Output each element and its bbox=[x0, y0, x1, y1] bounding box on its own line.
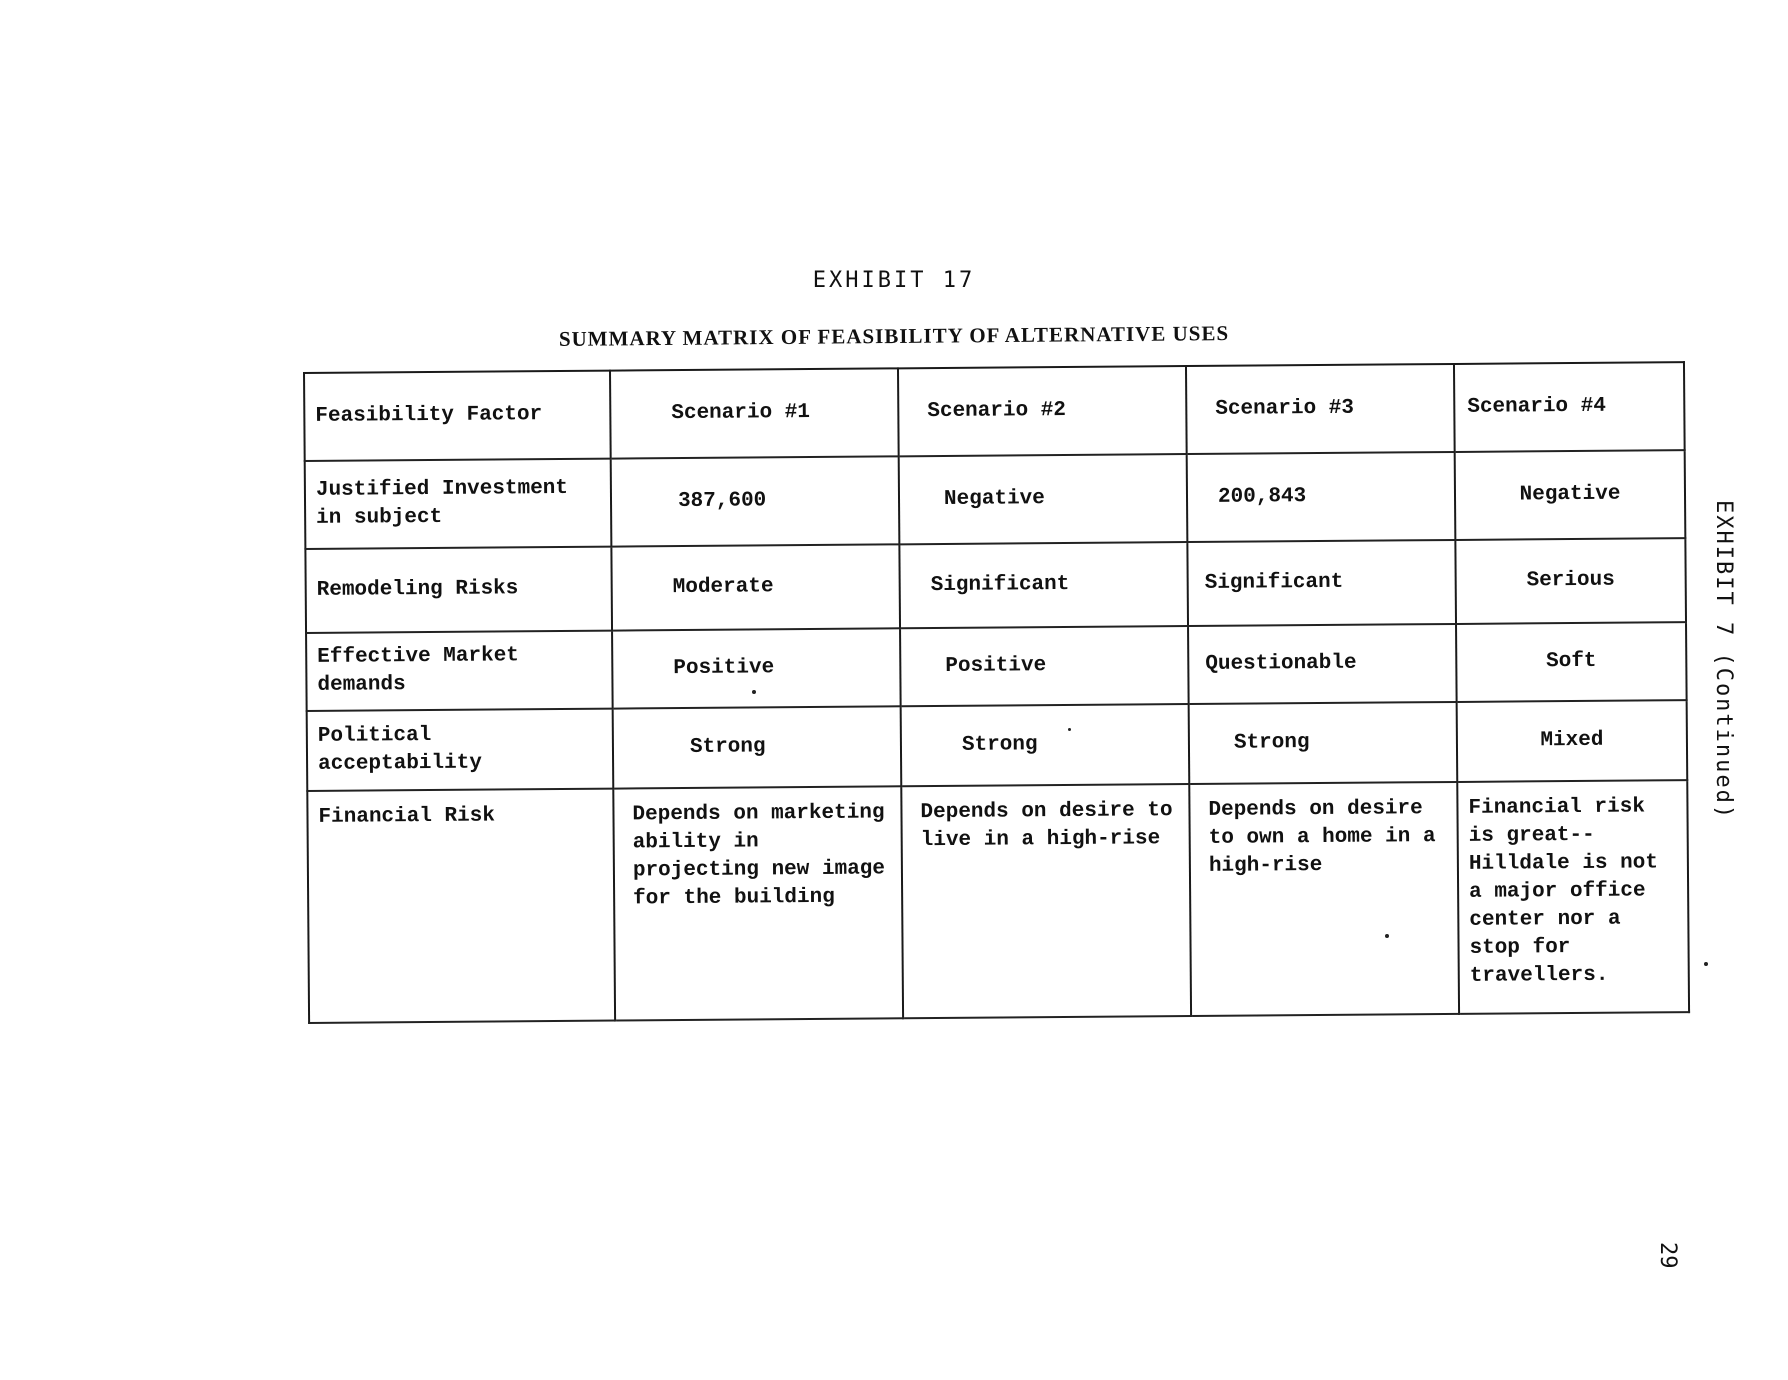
row-cell-scenario-3: Strong bbox=[1189, 702, 1458, 784]
row-factor-label: Justified Investment in subject bbox=[305, 459, 612, 549]
table-row bbox=[307, 780, 1689, 1023]
header-cell-scenario-3: Scenario #3 bbox=[1186, 364, 1455, 454]
row-cell-scenario-1: 387,600 bbox=[611, 456, 900, 546]
row-cell-scenario-1: Positive bbox=[612, 628, 901, 708]
feasibility-matrix bbox=[303, 361, 1690, 1024]
row-cell-scenario-1: Depends on marketing ability in projecting new image for the building bbox=[613, 786, 903, 1020]
scan-speck bbox=[752, 690, 756, 694]
table-row bbox=[305, 538, 1686, 633]
table-row bbox=[306, 622, 1687, 711]
row-cell-scenario-3: 200,843 bbox=[1187, 452, 1456, 542]
table-row bbox=[305, 450, 1686, 549]
header-cell-scenario-1: Scenario #1 bbox=[610, 368, 899, 458]
scan-speck bbox=[1704, 962, 1708, 966]
row-cell-scenario-1: Moderate bbox=[611, 544, 900, 630]
row-cell-scenario-2: Strong bbox=[901, 704, 1190, 786]
row-cell-scenario-2: Significant bbox=[899, 542, 1188, 628]
row-cell-scenario-4: Soft bbox=[1456, 622, 1687, 702]
row-cell-scenario-1: Strong bbox=[613, 706, 902, 788]
scan-speck bbox=[1068, 728, 1071, 731]
row-cell-scenario-2: Positive bbox=[900, 626, 1189, 706]
header-row bbox=[304, 362, 1685, 461]
page-number: 29 bbox=[1655, 1242, 1680, 1269]
header-cell-feasibility-factor: Feasibility Factor bbox=[304, 371, 611, 461]
row-cell-scenario-3: Depends on desire to own a home in a high-rise bbox=[1189, 782, 1459, 1016]
header-cell-scenario-4: Scenario #4 bbox=[1454, 362, 1685, 452]
row-factor-label: Effective Market demands bbox=[306, 631, 613, 711]
row-cell-scenario-4: Mixed bbox=[1457, 700, 1688, 782]
scan-speck bbox=[1385, 934, 1389, 938]
row-cell-scenario-4: Negative bbox=[1455, 450, 1686, 540]
row-cell-scenario-3: Significant bbox=[1187, 540, 1456, 626]
side-label: EXHIBIT 7 (Continued) bbox=[1711, 500, 1736, 821]
row-factor-label: Financial Risk bbox=[307, 789, 615, 1023]
table-row bbox=[307, 700, 1688, 791]
header-cell-scenario-2: Scenario #2 bbox=[898, 366, 1187, 456]
row-cell-scenario-4: Financial risk is great--Hilldale is not a major office center nor a stop for travellers. bbox=[1457, 780, 1689, 1014]
row-cell-scenario-2: Depends on desire to live in a high-rise bbox=[901, 784, 1191, 1018]
row-cell-scenario-4: Serious bbox=[1455, 538, 1686, 624]
matrix-title: SUMMARY MATRIX OF FEASIBILITY OF ALTERNATIVE USES bbox=[558, 321, 1230, 351]
exhibit-number: EXHIBIT 17 bbox=[812, 268, 976, 293]
row-cell-scenario-3: Questionable bbox=[1188, 624, 1457, 704]
row-factor-label: Remodeling Risks bbox=[305, 547, 612, 633]
row-factor-label: Political acceptability bbox=[307, 709, 614, 791]
row-cell-scenario-2: Negative bbox=[899, 454, 1188, 544]
